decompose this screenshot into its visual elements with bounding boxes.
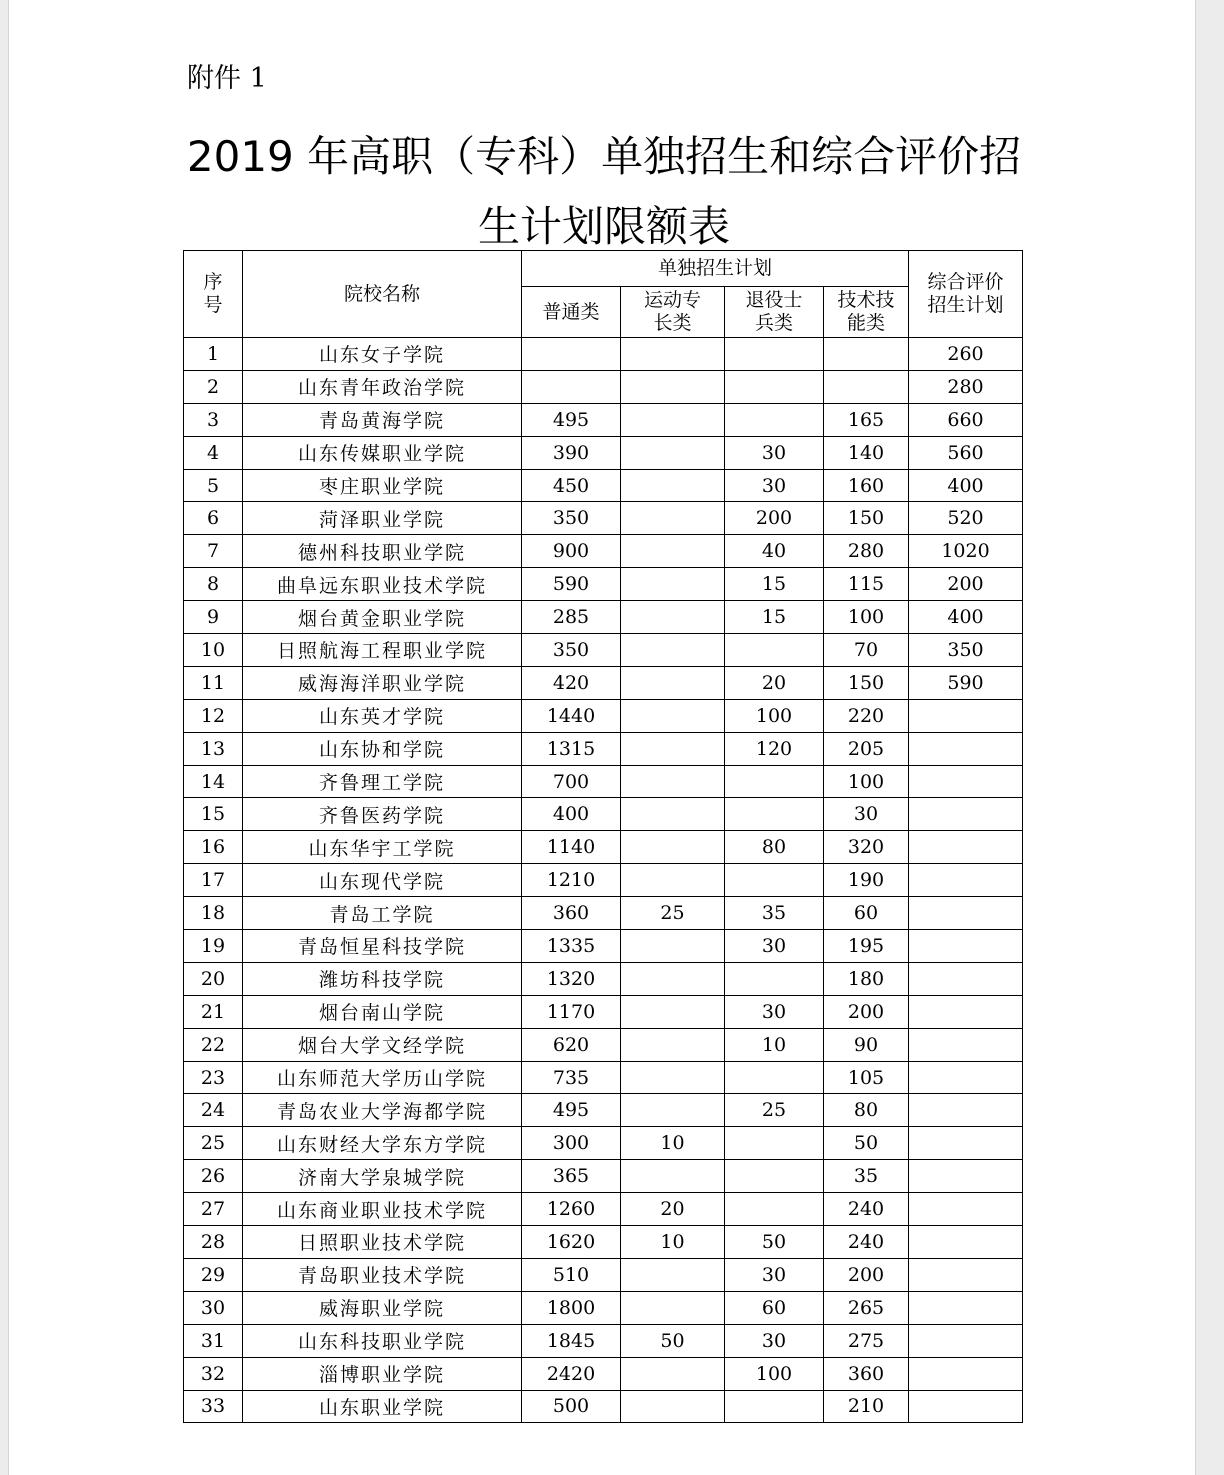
table-row [184,1061,1023,1094]
cell-seq: 20 [184,962,243,995]
cell-sports [621,403,725,436]
cell-veterans: 30 [725,436,824,469]
cell-skills: 360 [824,1357,909,1390]
cell-school: 日照航海工程职业学院 [243,634,522,667]
cell-comprehensive [909,1061,1023,1094]
cell-seq: 7 [184,535,243,568]
cell-seq: 29 [184,1258,243,1291]
cell-general: 1335 [522,930,621,963]
cell-skills: 140 [824,436,909,469]
cell-skills: 220 [824,699,909,732]
cell-seq: 9 [184,601,243,634]
cell-school: 山东商业职业技术学院 [243,1193,522,1226]
table-row [184,469,1023,502]
cell-sports [621,370,725,403]
cell-seq: 23 [184,1061,243,1094]
cell-school: 菏泽职业学院 [243,502,522,535]
cell-skills: 275 [824,1324,909,1357]
cell-skills: 30 [824,798,909,831]
table-row [184,666,1023,699]
cell-seq: 11 [184,666,243,699]
cell-seq: 13 [184,732,243,765]
header-single-group: 单独招生计划 [522,251,909,287]
table-row [184,634,1023,667]
cell-school: 山东英才学院 [243,699,522,732]
cell-general: 495 [522,403,621,436]
cell-general: 1320 [522,962,621,995]
table-row [184,1390,1023,1423]
cell-comprehensive [909,864,1023,897]
cell-comprehensive [909,1357,1023,1390]
cell-seq: 14 [184,765,243,798]
cell-comprehensive: 520 [909,502,1023,535]
cell-comprehensive [909,732,1023,765]
cell-comprehensive [909,1390,1023,1423]
table-row [184,1094,1023,1127]
cell-sports [621,732,725,765]
cell-general: 285 [522,601,621,634]
header-veterans: 退役士 兵类 [725,287,824,338]
cell-skills: 240 [824,1193,909,1226]
cell-skills: 35 [824,1160,909,1193]
cell-veterans: 35 [725,897,824,930]
cell-veterans: 80 [725,831,824,864]
cell-veterans: 60 [725,1291,824,1324]
cell-sports [621,1028,725,1061]
cell-sports [621,962,725,995]
cell-comprehensive: 280 [909,370,1023,403]
cell-veterans: 15 [725,568,824,601]
cell-comprehensive: 590 [909,666,1023,699]
cell-school: 山东协和学院 [243,732,522,765]
cell-seq: 19 [184,930,243,963]
cell-skills: 160 [824,469,909,502]
cell-sports [621,1357,725,1390]
cell-veterans: 10 [725,1028,824,1061]
cell-seq: 16 [184,831,243,864]
cell-general: 420 [522,666,621,699]
cell-school: 山东职业学院 [243,1390,522,1423]
cell-school: 山东华宇工学院 [243,831,522,864]
cell-seq: 2 [184,370,243,403]
cell-skills: 70 [824,634,909,667]
cell-general: 350 [522,634,621,667]
cell-veterans: 50 [725,1226,824,1259]
cell-school: 青岛工学院 [243,897,522,930]
cell-skills: 200 [824,1258,909,1291]
cell-veterans [725,338,824,371]
cell-school: 济南大学泉城学院 [243,1160,522,1193]
header-school: 院校名称 [243,251,522,338]
table-row [184,1357,1023,1390]
cell-school: 德州科技职业学院 [243,535,522,568]
cell-comprehensive [909,765,1023,798]
cell-sports [621,568,725,601]
cell-sports: 20 [621,1193,725,1226]
cell-veterans [725,1193,824,1226]
cell-school: 威海职业学院 [243,1291,522,1324]
cell-skills: 60 [824,897,909,930]
cell-skills: 180 [824,962,909,995]
cell-skills: 265 [824,1291,909,1324]
cell-sports [621,666,725,699]
cell-seq: 31 [184,1324,243,1357]
attachment-label: 附件 1 [187,63,267,94]
cell-sports [621,502,725,535]
cell-sports [621,995,725,1028]
table-row [184,798,1023,831]
table-row [184,1127,1023,1160]
cell-comprehensive [909,1160,1023,1193]
cell-seq: 10 [184,634,243,667]
cell-comprehensive [909,831,1023,864]
cell-veterans: 200 [725,502,824,535]
cell-comprehensive [909,1193,1023,1226]
quota-table [183,250,1023,1423]
cell-sports [621,798,725,831]
table-row [184,1258,1023,1291]
header-comprehensive: 综合评价 招生计划 [909,251,1023,338]
cell-seq: 30 [184,1291,243,1324]
cell-seq: 6 [184,502,243,535]
cell-school: 齐鲁理工学院 [243,765,522,798]
table-row [184,1028,1023,1061]
cell-seq: 12 [184,699,243,732]
table-row [184,535,1023,568]
table-row [184,502,1023,535]
cell-school: 日照职业技术学院 [243,1226,522,1259]
cell-veterans: 100 [725,699,824,732]
cell-general: 500 [522,1390,621,1423]
cell-veterans: 100 [725,1357,824,1390]
cell-general: 1440 [522,699,621,732]
cell-skills: 50 [824,1127,909,1160]
cell-sports [621,469,725,502]
table-row [184,1291,1023,1324]
cell-general: 450 [522,469,621,502]
cell-skills: 320 [824,831,909,864]
cell-comprehensive: 660 [909,403,1023,436]
cell-comprehensive: 1020 [909,535,1023,568]
cell-veterans: 30 [725,995,824,1028]
cell-general: 1845 [522,1324,621,1357]
cell-comprehensive [909,798,1023,831]
cell-school: 青岛职业技术学院 [243,1258,522,1291]
table-row [184,930,1023,963]
cell-school: 烟台南山学院 [243,995,522,1028]
cell-school: 烟台黄金职业学院 [243,601,522,634]
cell-veterans: 20 [725,666,824,699]
table-row [184,864,1023,897]
cell-veterans [725,370,824,403]
cell-school: 山东财经大学东方学院 [243,1127,522,1160]
cell-seq: 27 [184,1193,243,1226]
cell-sports [621,535,725,568]
cell-veterans [725,1390,824,1423]
table-row [184,1226,1023,1259]
cell-skills: 90 [824,1028,909,1061]
cell-general: 1620 [522,1226,621,1259]
cell-comprehensive [909,962,1023,995]
cell-skills: 240 [824,1226,909,1259]
cell-seq: 4 [184,436,243,469]
cell-veterans [725,1160,824,1193]
cell-school: 山东传媒职业学院 [243,436,522,469]
cell-sports [621,436,725,469]
cell-sports [621,864,725,897]
cell-school: 枣庄职业学院 [243,469,522,502]
cell-sports [621,1291,725,1324]
cell-school: 山东青年政治学院 [243,370,522,403]
table-row [184,732,1023,765]
cell-veterans: 30 [725,1324,824,1357]
cell-sports [621,1258,725,1291]
cell-sports [621,601,725,634]
cell-school: 青岛农业大学海都学院 [243,1094,522,1127]
cell-school: 山东科技职业学院 [243,1324,522,1357]
header-sports: 运动专 长类 [621,287,725,338]
cell-skills: 165 [824,403,909,436]
cell-veterans: 30 [725,469,824,502]
cell-seq: 8 [184,568,243,601]
table-row [184,699,1023,732]
cell-skills: 115 [824,568,909,601]
cell-skills [824,338,909,371]
cell-sports [621,1390,725,1423]
cell-seq: 17 [184,864,243,897]
cell-general: 1315 [522,732,621,765]
document-page [8,0,1196,1475]
table-row [184,1160,1023,1193]
cell-general: 350 [522,502,621,535]
cell-comprehensive [909,1226,1023,1259]
cell-school: 威海海洋职业学院 [243,666,522,699]
cell-seq: 15 [184,798,243,831]
cell-general: 300 [522,1127,621,1160]
cell-school: 烟台大学文经学院 [243,1028,522,1061]
cell-comprehensive [909,1127,1023,1160]
cell-comprehensive [909,930,1023,963]
cell-school: 齐鲁医药学院 [243,798,522,831]
table-row [184,403,1023,436]
header-skills: 技术技 能类 [824,287,909,338]
cell-comprehensive [909,1094,1023,1127]
header-seq: 序 号 [184,251,243,338]
cell-seq: 1 [184,338,243,371]
cell-veterans: 30 [725,1258,824,1291]
cell-general: 620 [522,1028,621,1061]
document-title [179,122,1029,262]
cell-general [522,338,621,371]
cell-general: 590 [522,568,621,601]
cell-comprehensive [909,1258,1023,1291]
table-row [184,962,1023,995]
cell-veterans [725,765,824,798]
cell-comprehensive [909,699,1023,732]
title-line-2: 生计划限额表 [477,202,730,251]
table-row [184,765,1023,798]
cell-general: 1140 [522,831,621,864]
cell-sports [621,1160,725,1193]
cell-general: 700 [522,765,621,798]
cell-sports [621,1061,725,1094]
cell-comprehensive [909,897,1023,930]
cell-general: 2420 [522,1357,621,1390]
table-row [184,995,1023,1028]
cell-skills: 80 [824,1094,909,1127]
cell-sports: 50 [621,1324,725,1357]
cell-general: 495 [522,1094,621,1127]
cell-veterans [725,864,824,897]
cell-veterans: 30 [725,930,824,963]
cell-seq: 28 [184,1226,243,1259]
cell-school: 青岛恒星科技学院 [243,930,522,963]
cell-seq: 32 [184,1357,243,1390]
cell-sports [621,765,725,798]
table-row [184,1193,1023,1226]
cell-school: 曲阜远东职业技术学院 [243,568,522,601]
cell-school: 山东现代学院 [243,864,522,897]
table-row [184,370,1023,403]
cell-general: 1260 [522,1193,621,1226]
cell-general [522,370,621,403]
cell-seq: 26 [184,1160,243,1193]
cell-school: 青岛黄海学院 [243,403,522,436]
cell-general: 365 [522,1160,621,1193]
cell-school: 山东师范大学历山学院 [243,1061,522,1094]
cell-veterans [725,1127,824,1160]
cell-skills: 205 [824,732,909,765]
cell-comprehensive [909,1324,1023,1357]
cell-veterans [725,962,824,995]
cell-seq: 22 [184,1028,243,1061]
table-row [184,338,1023,371]
cell-seq: 24 [184,1094,243,1127]
cell-sports [621,338,725,371]
table-row [184,897,1023,930]
cell-seq: 3 [184,403,243,436]
cell-skills: 200 [824,995,909,1028]
cell-comprehensive: 400 [909,601,1023,634]
cell-veterans: 120 [725,732,824,765]
cell-veterans: 25 [725,1094,824,1127]
title-line-1: 2019 年高职（专科）单独招生和综合评价招 [186,132,1022,181]
cell-skills: 280 [824,535,909,568]
cell-comprehensive [909,1028,1023,1061]
header-general: 普通类 [522,287,621,338]
cell-sports: 10 [621,1127,725,1160]
cell-skills: 190 [824,864,909,897]
cell-sports [621,930,725,963]
table-row [184,831,1023,864]
cell-skills: 100 [824,765,909,798]
cell-general: 510 [522,1258,621,1291]
cell-skills: 210 [824,1390,909,1423]
cell-comprehensive: 260 [909,338,1023,371]
cell-sports [621,634,725,667]
cell-skills [824,370,909,403]
cell-comprehensive: 350 [909,634,1023,667]
cell-general: 360 [522,897,621,930]
cell-general: 400 [522,798,621,831]
cell-comprehensive: 200 [909,568,1023,601]
cell-school: 淄博职业学院 [243,1357,522,1390]
cell-sports [621,1094,725,1127]
cell-general: 735 [522,1061,621,1094]
cell-veterans: 15 [725,601,824,634]
cell-seq: 18 [184,897,243,930]
cell-veterans [725,634,824,667]
cell-veterans [725,403,824,436]
cell-seq: 33 [184,1390,243,1423]
cell-skills: 150 [824,666,909,699]
cell-comprehensive: 400 [909,469,1023,502]
cell-skills: 105 [824,1061,909,1094]
cell-veterans [725,1061,824,1094]
cell-veterans: 40 [725,535,824,568]
table-row [184,568,1023,601]
table-row [184,436,1023,469]
cell-school: 山东女子学院 [243,338,522,371]
cell-general: 1800 [522,1291,621,1324]
cell-skills: 150 [824,502,909,535]
cell-comprehensive [909,1291,1023,1324]
cell-general: 900 [522,535,621,568]
cell-seq: 5 [184,469,243,502]
cell-veterans [725,798,824,831]
cell-school: 潍坊科技学院 [243,962,522,995]
table-row [184,601,1023,634]
cell-sports: 25 [621,897,725,930]
cell-skills: 100 [824,601,909,634]
cell-comprehensive: 560 [909,436,1023,469]
cell-sports: 10 [621,1226,725,1259]
cell-seq: 25 [184,1127,243,1160]
cell-general: 1210 [522,864,621,897]
cell-seq: 21 [184,995,243,1028]
table-row [184,1324,1023,1357]
cell-skills: 195 [824,930,909,963]
cell-sports [621,831,725,864]
cell-general: 1170 [522,995,621,1028]
cell-comprehensive [909,995,1023,1028]
cell-general: 390 [522,436,621,469]
cell-sports [621,699,725,732]
